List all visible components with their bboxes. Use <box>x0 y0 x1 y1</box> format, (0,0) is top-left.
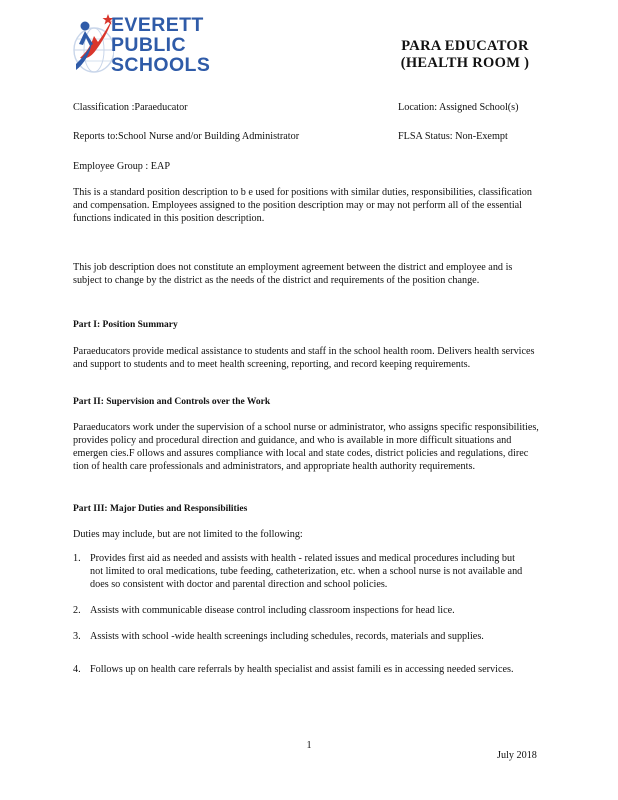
intro-paragraph-2: This job description does not constitute an employment agreement between the district and employee and is subject to change by the district as the needs of the district and requirements of the position change. <box>73 262 513 286</box>
logo-line-everett: EVERETT <box>111 14 204 36</box>
part-3-intro: Duties may include, but are not limited to the following: <box>73 529 303 540</box>
flsa-status-field: FLSA Status: Non-Exempt <box>398 131 508 142</box>
location-field: Location: Assigned School(s) <box>398 102 519 113</box>
duty-number: 2. <box>73 605 81 616</box>
meta-row-classification <box>73 101 543 114</box>
list-item <box>73 604 529 617</box>
duty-text: Assists with communicable disease control including classroom inspections for head lice. <box>90 605 455 616</box>
list-item <box>73 663 529 676</box>
part-2-heading: Part II: Supervision and Controls over the Work <box>73 397 271 407</box>
logo-line-schools: SCHOOLS <box>111 54 211 76</box>
duty-number: 3. <box>73 631 81 642</box>
duty-text: Assists with school -wide health screenings including schedules, records, materials and supplies. <box>90 631 484 642</box>
part-1-heading: Part I: Position Summary <box>73 320 178 330</box>
part-3-heading: Part III: Major Duties and Responsibilities <box>73 504 248 514</box>
everett-public-schools-logo <box>70 10 240 80</box>
position-title <box>385 38 545 72</box>
title-line-2: (HEALTH ROOM ) <box>400 55 530 71</box>
person-globe-star-logo-icon <box>70 12 114 78</box>
duty-number: 1. <box>73 553 81 564</box>
classification-field: Classification :Paraeducator <box>73 102 188 113</box>
employee-group-field: Employee Group : EAP <box>73 161 171 172</box>
meta-row-reports <box>73 130 543 143</box>
duty-text: Follows up on health care referrals by health specialist and assist famili es in accessing needed services. <box>90 664 514 675</box>
page-number: 1 <box>306 740 312 751</box>
footer-date: July 2018 <box>497 750 537 761</box>
duties-list <box>73 552 529 676</box>
logo-line-public: PUBLIC <box>111 34 186 56</box>
list-item <box>73 630 529 643</box>
duty-text: Provides first aid as needed and assists with health - related issues and medical procedures including but not limited to oral medications, tube feeding, catheterization, etc. when a school nurse is not available and does so consistent with doctor and parental direction and school policies. <box>90 553 523 590</box>
list-item <box>73 552 529 591</box>
intro-paragraph-1: This is a standard position description to b e used for positions with similar duties, responsibilities, classification and compensation. Employees assigned to the position description may or may not perform all of the essential functions indicated in this position description. <box>73 187 532 224</box>
title-line-1: PARA EDUCATOR <box>401 38 529 54</box>
part-2-text: Paraeducators work under the supervision of a school nurse or administrator, who assigns specific responsibilities, provides policy and procedural direction and guidance, and who is available in more difficult situations and emergen cies.F ollows and assures compliance with local and state codes, district policies and regulations, direc tion of health care professionals and administrators, and appropriate health authority requirements. <box>73 422 539 472</box>
reports-to-field: Reports to:School Nurse and/or Building Administrator <box>73 131 300 142</box>
duty-number: 4. <box>73 664 81 675</box>
part-1-text: Paraeducators provide medical assistance to students and staff in the school health room. Delivers health services and support to students and to meet health screening, reporting, and record keeping requirements. <box>73 346 535 370</box>
